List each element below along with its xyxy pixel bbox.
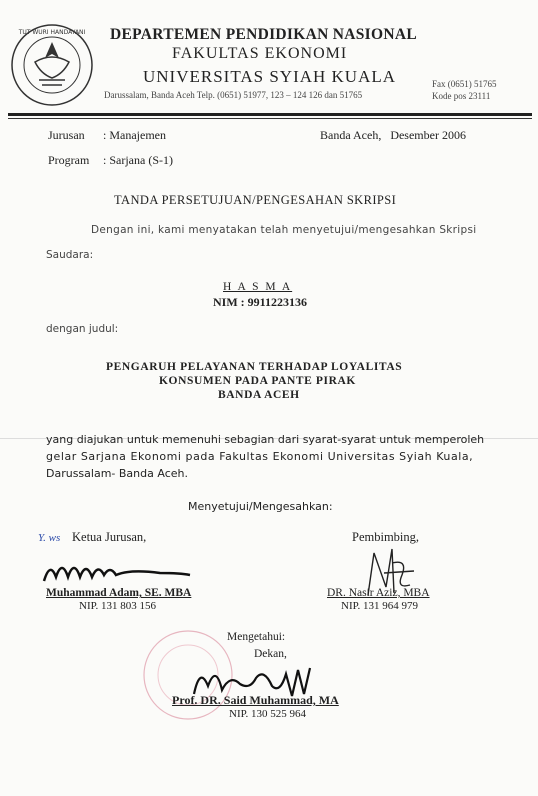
- letterhead-university: UNIVERSITAS SYIAH KUALA: [143, 67, 397, 86]
- pembimbing-nip: NIP. 131 964 979: [341, 600, 419, 612]
- menyetujui-label: Menyetujui/Mengesahkan:: [188, 500, 333, 513]
- letterhead-faculty: FAKULTAS EKONOMI: [172, 45, 348, 62]
- ketua-nip: NIP. 131 803 156: [79, 600, 157, 612]
- place-date: Banda Aceh, Desember 2006: [320, 128, 466, 142]
- thesis-title-line-2: KONSUMEN PADA PANTE PIRAK: [159, 375, 356, 387]
- program-label: Program: [48, 153, 90, 167]
- intro-line-2: Saudara:: [46, 249, 94, 261]
- ketua-name: Muhammad Adam, SE. MBA: [46, 587, 192, 599]
- purpose-line-1: yang diajukan untuk memenuhi sebagian dari syarat-syarat untuk memperoleh: [46, 433, 485, 446]
- ketua-note: Y. ws: [38, 532, 61, 544]
- dekan-name: Prof. DR. Said Muhammad, MA: [172, 693, 339, 707]
- student-name: H A S M A: [223, 281, 293, 293]
- jurusan-value: : Manajemen: [103, 128, 166, 142]
- program-value: : Sarjana (S-1): [103, 153, 173, 167]
- purpose-line-3: Darussalam- Banda Aceh.: [46, 467, 188, 480]
- ketua-signature: [40, 555, 200, 587]
- dekan-nip: NIP. 130 525 964: [229, 708, 307, 720]
- intro-line-1: Dengan ini, kami menyatakan telah menyetujui/mengesahkan Skripsi: [91, 224, 477, 236]
- university-logo: [9, 22, 95, 108]
- dekan-label: Dekan,: [254, 648, 287, 660]
- header-rule-thick: [8, 113, 532, 116]
- pembimbing-name: DR. Nasir Aziz, MBA: [327, 587, 430, 599]
- header-rule-thin: [8, 118, 532, 119]
- logo-text: TUT WURI HANDAYANI: [18, 29, 86, 36]
- ketua-label: Ketua Jurusan,: [72, 530, 147, 544]
- purpose-line-2: gelar Sarjana Ekonomi pada Fakultas Ekonomi Universitas Syiah Kuala,: [46, 450, 474, 463]
- thesis-title-line-3: BANDA ACEH: [218, 389, 300, 401]
- pembimbing-label: Pembimbing,: [352, 530, 420, 544]
- thesis-title-line-1: PENGARUH PELAYANAN TERHADAP LOYALITAS: [106, 361, 403, 373]
- student-nim: NIM : 9911223136: [213, 295, 307, 309]
- jurusan-label: Jurusan: [48, 128, 85, 142]
- letterhead-address: Darussalam, Banda Aceh Telp. (0651) 51977, 123 – 124 126 dan 51765: [104, 90, 363, 100]
- letterhead-kodepos: Kode pos 23111: [432, 91, 491, 101]
- letterhead-fax: Fax (0651) 51765: [432, 79, 497, 89]
- dengan-judul: dengan judul:: [46, 323, 119, 335]
- letterhead-ministry: DEPARTEMEN PENDIDIKAN NASIONAL: [110, 26, 417, 43]
- document-heading: TANDA PERSETUJUAN/PENGESAHAN SKRIPSI: [114, 193, 397, 207]
- mengetahui-label: Mengetahui:: [227, 631, 286, 643]
